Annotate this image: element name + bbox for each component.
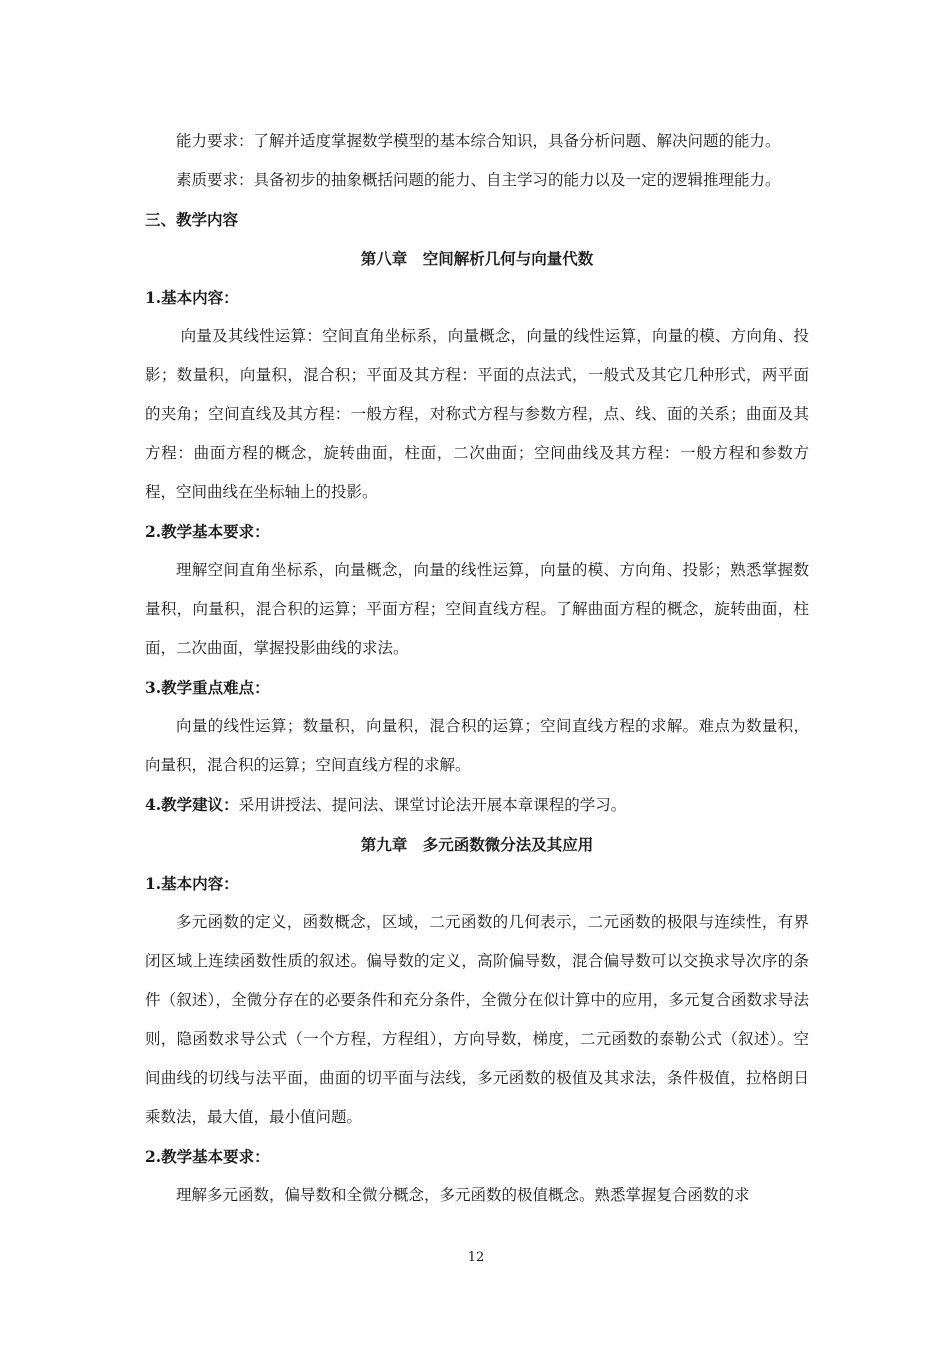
chapter8-key-label: 3.教学重点难点： xyxy=(145,678,270,697)
chapter9-requirement-text: 理解多元函数，偏导数和全微分概念，多元函数的极值概念。熟悉掌握复合函数的求 xyxy=(176,1186,750,1204)
chapter9-basic-label: 1.基本内容： xyxy=(145,874,239,893)
ability-requirement: 能力要求：了解并适度掌握数学模型的基本综合知识，具备分析问题、解决问题的能力。 xyxy=(176,132,781,150)
quality-requirement: 素质要求：具备初步的抽象概括问题的能力、自主学习的能力以及一定的逻辑推理能力。 xyxy=(176,171,781,189)
chapter8-requirement-label: 2.教学基本要求： xyxy=(145,522,270,541)
section-title: 三、教学内容 xyxy=(145,210,239,229)
chapter8-requirement-text: 理解空间直角坐标系，向量概念，向量的线性运算，向量的模、方向角、投影；熟悉掌握数量积，向量积，混合积的运算；平面方程；空间直线方程。了解曲面方程的概念，旋转曲面，柱面，二次曲面，掌握投影曲线的求法。 xyxy=(145,561,809,657)
chapter8-suggestion-text: 采用讲授法、提问法、课堂讨论法开展本章课程的学习。 xyxy=(238,796,627,814)
page-body xyxy=(145,122,809,1215)
chapter8-suggestion xyxy=(145,785,809,825)
chapter9-title: 第九章 多元函数微分法及其应用 xyxy=(360,835,594,854)
page-number: 12 xyxy=(467,1250,485,1265)
chapter8-basic-text: 向量及其线性运算：空间直角坐标系，向量概念，向量的线性运算，向量的模、方向角、投影；数量积，向量积，混合积；平面及其方程：平面的点法式，一般式及其它几种形式，两平面的夹角；空间直线及其方程：一般方程，对称式方程与参数方程，点、线、面的关系；曲面及其方程：曲面方程的概念，旋转曲面，柱面，二次曲面；空间曲线及其方程：一般方程和参数方程，空间曲线在坐标轴上的投影。 xyxy=(145,327,809,501)
chapter8-key-text: 向量的线性运算；数量积，向量积，混合积的运算；空间直线方程的求解。难点为数量积，向量积，混合积的运算；空间直线方程的求解。 xyxy=(145,717,809,774)
chapter8-basic-label: 1.基本内容： xyxy=(145,288,239,307)
chapter8-title: 第八章 空间解析几何与向量代数 xyxy=(360,249,594,268)
chapter8-suggestion-label: 4.教学建议： xyxy=(145,795,239,814)
chapter9-basic-text: 多元函数的定义，函数概念，区域，二元函数的几何表示，二元函数的极限与连续性，有界闭区域上连续函数性质的叙述。偏导数的定义，高阶偏导数，混合偏导数可以交换求导次序的条件（叙述），全微分存在的必要条件和充分条件，全微分在似计算中的应用，多元复合函数求导法则，隐函数求导公式（一个方程，方程组），方向导数，梯度，二元函数的泰勒公式（叙述）。空间曲线的切线与法平面，曲面的切平面与法线，多元函数的极值及其求法，条件极值，拉格朗日乘数法，最大值，最小值问题。 xyxy=(145,913,809,1126)
chapter9-requirement-label: 2.教学基本要求： xyxy=(145,1147,270,1166)
